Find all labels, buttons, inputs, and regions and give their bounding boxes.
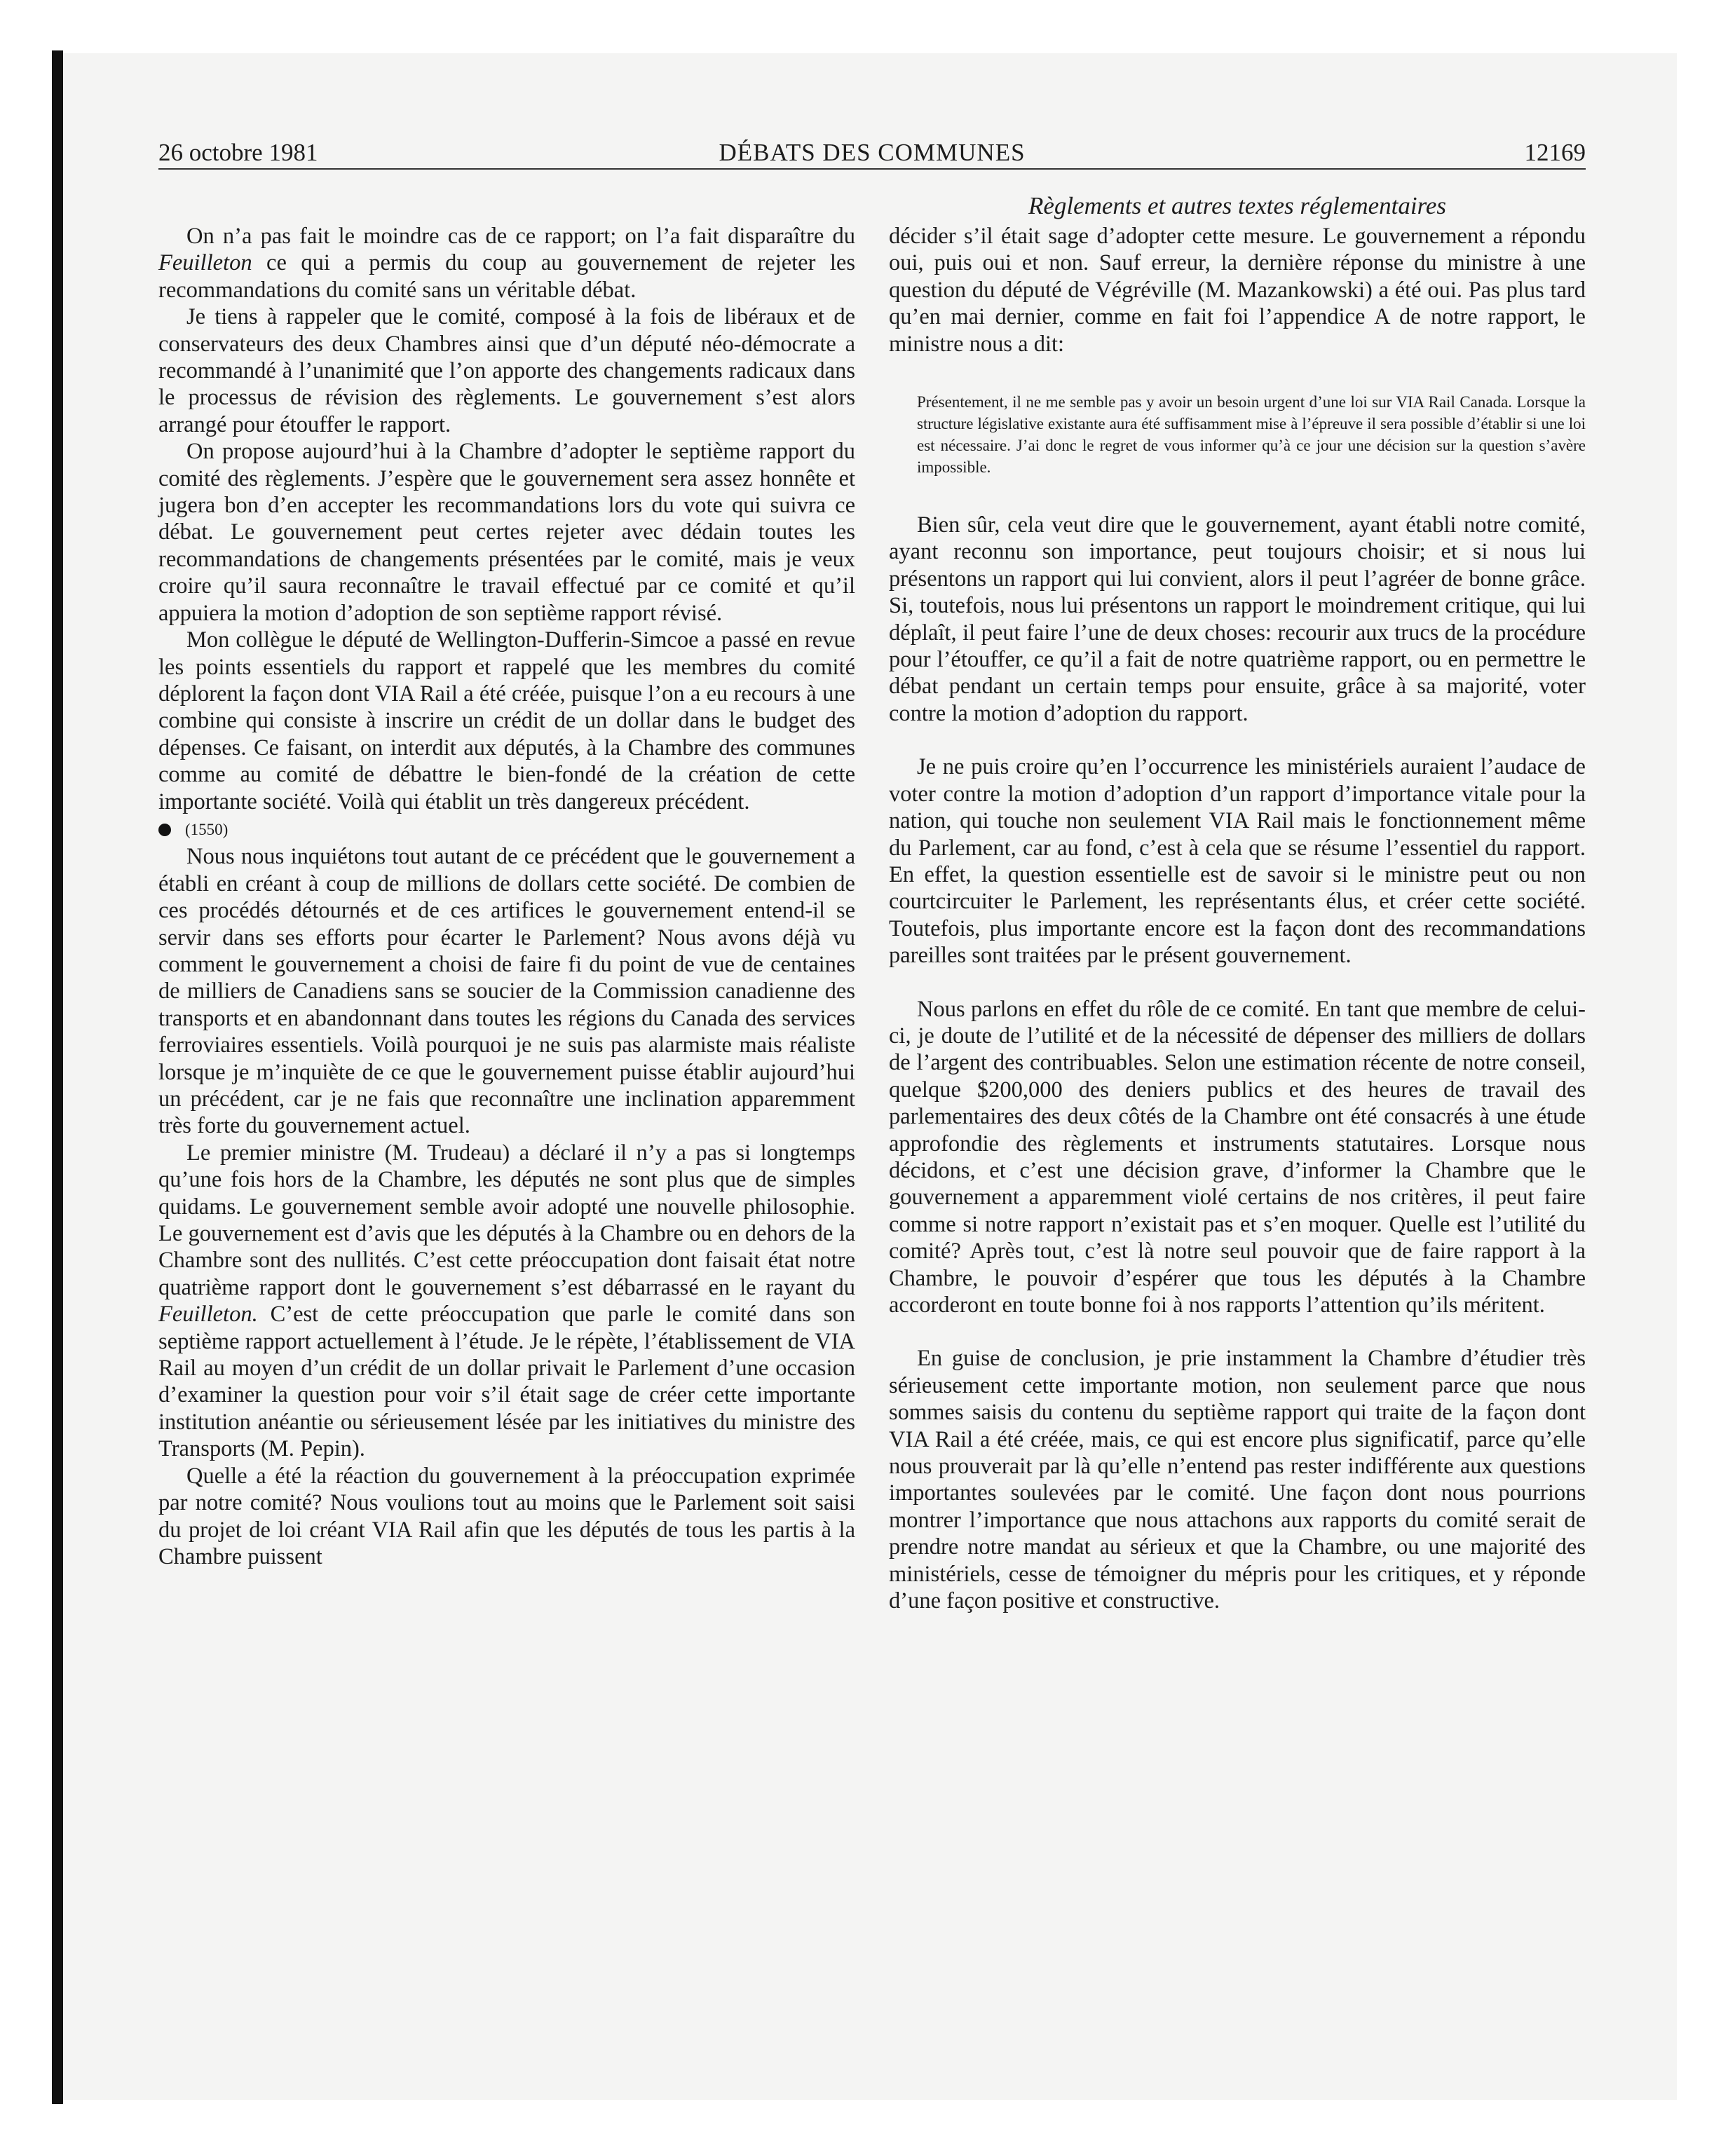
section-title: Règlements et autres textes réglementaires: [1028, 192, 1447, 219]
paragraph: En guise de conclusion, je prie instamment la Chambre d’étudier très sérieusement cette importante motion, non seulement parce que nous sommes saisis du contenu du septième rapport qui traite de la façon dont VIA Rail a été créée, mais, ce qui est encore plus significatif, parce qu’elle nous prouverait par là qu’elle n’entend pas rester indifférente aux questions importantes soulevées par le comité. Une façon dont nous pourrions montrer l’importance que nous attachons aux rapports du comité serait de prendre notre mandat au sérieux et que la Chambre, ou une majorité des ministériels, cesse de témoigner du mépris pour les critiques, et y réponde d’une façon positive et constructive.: [889, 1346, 1586, 1614]
paragraph: Nous nous inquiétons tout autant de ce précédent que le gouvernement a établi en créant à coup de millions de dollars cette société. De combien de ces procédés détournés et de ces artifices le gouvernement entend-il se servir dans ses efforts pour écarter le Parlement? Nous avons déjà vu comment le gouvernement a choisi de faire fi du point de vue de centaines de milliers de Canadiens sans se soucier de la Commission canadienne des transports et en abandonnant dans toutes les régions du Canada des services ferroviaires essentiels. Voilà pourquoi je ne suis pas alarmiste mais réaliste lorsque je m’inquiète de ce que le gouvernement puisse établir aujourd’hui un précédent, car je ne fais que reconnaître une inclination apparemment très forte du gouvernement actuel.: [158, 844, 855, 1139]
bullet-icon: [158, 824, 171, 836]
paragraph: Nous parlons en effet du rôle de ce comité. En tant que membre de celui-ci, je doute de l’utilité et de la nécessité de dépenser des milliers de dollars de l’argent des contribuables. Selon une estimation récente de notre conseil, quelque $200,000 des deniers publics et des heures de travail des parlementaires des deux côtés de la Chambre ont été consacrés à une étude approfondie des règlements et instruments statutaires. Lorsque nous décidons, et c’est une décision grave, d’informer la Chambre que le gouvernement a apparemment violé certains de nos critères, il peut faire comme si notre rapport n’existait pas et s’en moquer. Quelle est l’utilité du comité? Après tout, c’est là notre seul pouvoir que de faire rapport à la Chambre, le pouvoir d’espérer que tous les députés à la Chambre accorderont en toute bonne foi à nos rapports l’attention qu’ils méritent.: [889, 996, 1586, 1318]
page-number: 12169: [1524, 139, 1586, 166]
header-title: DÉBATS DES COMMUNES: [719, 139, 1026, 166]
right-column: [889, 223, 1586, 1614]
page-header: [158, 137, 1586, 168]
header-rule: [158, 168, 1586, 170]
binding-edge: [52, 50, 63, 2104]
time-marker: [158, 817, 855, 843]
block-quote: Présentement, il ne me semble pas y avoir un besoin urgent d’une loi sur VIA Rail Canada. Lorsque la structure législative existante aura été suffisamment mise à l’épreuve il sera possible d’établir si une loi est nécessaire. J’ai donc le regret de vous informer qu’à ce jour une décision sur la question s’avère impossible.: [917, 393, 1586, 477]
paragraph: Bien sûr, cela veut dire que le gouvernement, ayant établi notre comité, ayant reconnu son importance, peut toujours choisir; et si nous lui présentons un rapport qui lui convient, alors il peut l’agréer de bonne grâce. Si, toutefois, nous lui présentons un rapport le moindrement critique, qui lui déplaît, il peut faire l’une de deux choses: recourir aux trucs de la procédure pour l’étouffer, ce qu’il a fait de notre quatrième rapport, ou en permettre le débat pendant un certain temps pour ensuite, grâce à sa majorité, voter contre la motion d’adoption du rapport.: [889, 512, 1586, 726]
time-stamp: (1550): [185, 820, 229, 838]
paragraph: Mon collègue le député de Wellington-Dufferin-Simcoe a passé en revue les points essentiels du rapport et rappelé que les membres du comité déplorent la façon dont VIA Rail a été créée, puisque l’on a eu recours à une combine qui consiste à inscrire un crédit de un dollar dans le budget des dépenses. Ce faisant, on interdit aux députés, à la Chambre des communes comme au comité de débattre le bien-fondé de la création de cette importante société. Voilà qui établit un très dangereux précédent.: [158, 627, 855, 814]
paragraph: Je ne puis croire qu’en l’occurrence les ministériels auraient l’audace de voter contre la motion d’adoption d’un rapport d’importance vitale pour la nation, qui touche non seulement VIA Rail mais le fonctionnement même du Parlement, car au fond, c’est à cela que se résume l’essentiel du rapport. En effet, la question essentielle est de savoir si le ministre peut ou non courtcircuiter le Parlement, les représentants élus, et créer cette société. Toutefois, plus importante encore est la façon dont des recommandations pareilles sont traitées par le présent gouvernement.: [889, 754, 1586, 969]
paragraph: Quelle a été la réaction du gouvernement à la préoccupation exprimée par notre comité? Nous voulions tout au moins que le Parlement soit saisi du projet de loi créant VIA Rail afin que les députés de tous les partis à la Chambre puissent: [158, 1463, 855, 1569]
paragraph: On n’a pas fait le moindre cas de ce rapport; on l’a fait disparaître du Feuilleton ce qui a permis du coup au gouvernement de rejeter les recommandations du comité sans un véritable débat.: [158, 224, 855, 303]
paragraph: On propose aujourd’hui à la Chambre d’adopter le septième rapport du comité des règlements. J’espère que le gouvernement sera assez honnête et jugera bon d’en accepter les recommandations lors du vote qui suivra ce débat. Le gouvernement peut certes rejeter avec dédain toutes les recommandations de changements présentées par le comité, mais je veux croire qu’il saura reconnaître le travail effectué par ce comité et qu’il appuiera la motion d’adoption de son septième rapport révisé.: [158, 439, 855, 626]
header-date: 26 octobre 1981: [158, 139, 318, 166]
left-column: [158, 223, 855, 1570]
paragraph: décider s’il était sage d’adopter cette mesure. Le gouvernement a répondu oui, puis oui et non. Sauf erreur, la dernière réponse du ministre à une question du député de Végréville (M. Mazankowski) a été oui. Pas plus tard qu’en mai dernier, comme en fait foi l’appendice A de notre rapport, le ministre nous a dit:: [889, 224, 1586, 357]
paragraph: Je tiens à rappeler que le comité, composé à la fois de libéraux et de conservateurs des deux Chambres ainsi que d’un député néo-démocrate a recommandé à l’unanimité que l’on apporte des changements radicaux dans le processus de révision des règlements. Le gouvernement s’est alors arrangé pour étouffer le rapport.: [158, 304, 855, 437]
paragraph: Le premier ministre (M. Trudeau) a déclaré il n’y a pas si longtemps qu’une fois hors de la Chambre, les députés ne sont plus que de simples quidams. Le gouvernement semble avoir adopté une nouvelle philosophie. Le gouvernement est d’avis que les députés à la Chambre ou en dehors de la Chambre sont des nullités. C’est cette préoccupation dont faisait état notre quatrième rapport dont le gouvernement s’est débarrassé en le rayant du Feuilleton. C’est de cette préoccupation que parle le comité dans son septième rapport actuellement à l’étude. Je le répète, l’établissement de VIA Rail au moyen d’un crédit de un dollar privait le Parlement d’une occasion d’examiner la question pour voir s’il était sage de créer cette importante institution anéantie ou sérieusement lésée par les initiatives du ministre des Transports (M. Pepin).: [158, 1140, 855, 1462]
